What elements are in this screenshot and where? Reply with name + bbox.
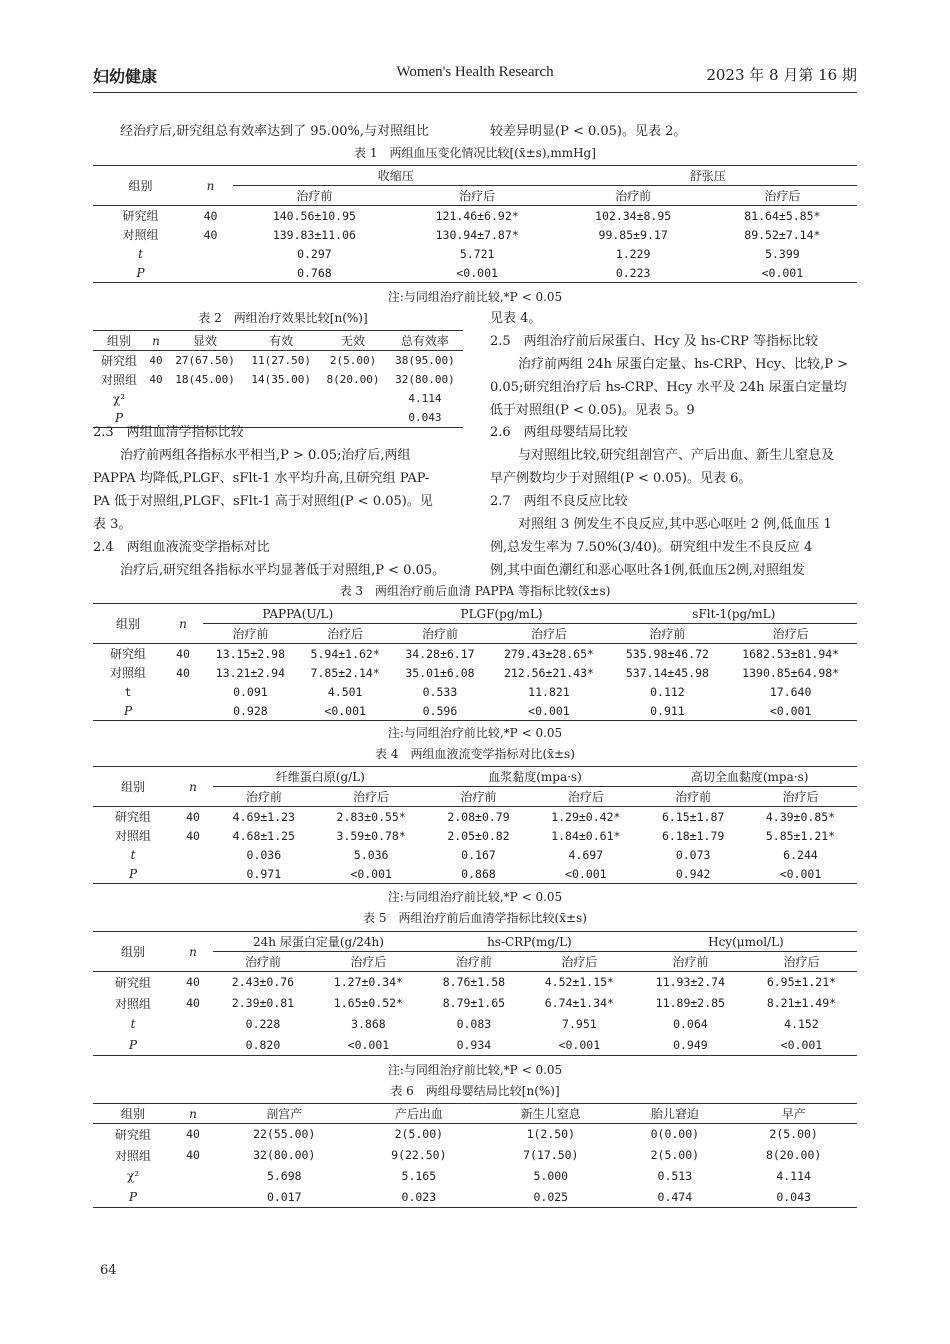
table4-cell: 2.05±0.82 [447,828,510,843]
table2-cell: 40 [149,373,163,386]
table5-cell: 研究组 [114,975,151,990]
section-2-3-title: 2.3 两组血清学指标比较 [93,425,244,440]
table6-cell: 0.474 [657,1189,693,1204]
table3-cell: 35.01±6.08 [405,665,475,680]
table1-cell [188,244,233,263]
table3-cell: 40 [176,646,190,661]
table6-cell [173,1187,213,1208]
table6-cell: 5.165 [401,1169,437,1183]
table6-cell: 0.513 [657,1169,693,1183]
table2-cell: 2(5.00) [329,354,377,367]
table3-cell: 对照组 [109,666,146,680]
table4-cell: t [130,847,136,862]
table3-h-before: 治疗前 [203,624,298,644]
table4-cell: 0.971 [246,866,282,881]
table2-caption: 表 2 两组治疗效果比较[n(%)] [198,311,368,325]
table5-cell: 0.949 [673,1037,708,1052]
table5-cell: 40 [186,996,200,1010]
table1-cell: 139.83±11.06 [272,227,356,242]
table4-h-before: 治疗前 [642,787,744,807]
table4-cell [173,845,213,864]
table5-group-header: 24h 尿蛋白定量(g/24h) [213,932,424,952]
table4-cell: 5.85±1.21* [765,828,836,843]
table3-group-header: PAPPA(U/L) [203,604,393,624]
table6-header: 产后出血 [394,1107,443,1121]
table5-cell: 0.228 [245,1017,281,1031]
section-2-7-title: 2.7 两组不良反应比较 [490,494,628,509]
table2-cell: 32(80.00) [395,373,455,386]
table1-h-after: 治疗后 [708,186,857,206]
table6-cell: 5.698 [266,1169,302,1183]
table6-caption: 表 6 两组母婴结局比较[n(%)] [390,1084,560,1098]
table3-cell: 0.533 [422,684,458,699]
table4-h-n: n [173,767,213,807]
table5-h-n: n [173,932,213,972]
table5-h-before: 治疗前 [635,952,746,972]
table5-cell: 8.21±1.49* [766,996,837,1010]
table4-cell: 4.68±1.25 [232,828,295,843]
section-2-6-line1: 与对照组比较,研究组剖宫产、产后出血、新生儿窒息及 [518,448,835,463]
table2-cell: 4.114 [408,392,442,405]
table5-cell: <0.001 [558,1037,601,1052]
table4-cell: 6.18±1.79 [661,828,725,843]
table3-cell [163,701,203,721]
table6-cell: 1(2.50) [526,1127,576,1142]
table2-header: 显效 [193,334,218,348]
table6-cell: 0.023 [401,1189,437,1204]
table4-group-header: 纤维蛋白原(g/L) [213,767,428,787]
table4 [93,766,857,884]
table2-cell [167,389,243,408]
table1-cell: 5.399 [765,246,800,261]
table2-cell [145,389,167,408]
table3-cell: 212.56±21.43* [503,665,594,680]
table3-cell: 4.501 [327,684,363,699]
table3-h-before: 治疗前 [611,624,725,644]
table4-cell: 0.073 [675,847,711,862]
table6-cell: 对照组 [114,1148,151,1163]
table1-cell: t [138,246,143,261]
table3-cell: <0.001 [528,703,570,718]
table2-header: 无效 [341,334,366,348]
table4-cell: <0.001 [779,866,822,881]
table2-cell: 27(67.50) [175,354,235,367]
table5-cell: 40 [186,975,200,990]
table4-caption: 表 4 两组血液流变学指标对比(x̄±s) [375,747,575,761]
table3 [93,603,857,721]
table3-cell: 0.091 [233,684,268,699]
table2 [93,330,463,428]
table3-cell: 34.28±6.17 [405,646,475,661]
table6-cell: 0.025 [533,1189,569,1204]
table1-h-before: 治疗前 [233,186,396,206]
section-2-5-line1: 治疗前两组 24h 尿蛋白定量、hs-CRP、Hcy、比较,P > [518,357,848,372]
table3-cell: 研究组 [109,647,146,661]
table4-cell: P [128,866,138,881]
table6-cell: P [128,1189,138,1204]
section-2-7-line3: 例,其中面色潮红和恶心呕吐各1例,低血压2例,对照组发 [490,563,805,578]
table3-cell: 40 [176,665,190,680]
table2-cell [243,389,319,408]
table4-cell: 1.84±0.61* [551,828,621,843]
section-2-6-line2: 早产例数均少于对照组(P < 0.05)。见表 6。 [490,471,752,486]
table4-cell: 4.697 [568,847,604,862]
table6-cell: 0(0.00) [650,1127,700,1142]
table5-group-header: Hcy(μmol/L) [635,932,857,952]
table6-cell: 5.000 [533,1169,569,1183]
table6-cell: 9(22.50) [391,1148,447,1162]
table2-cell: 18(45.00) [175,373,235,386]
table1-cell: 140.56±10.95 [272,208,356,223]
table5-cell: <0.001 [347,1037,390,1052]
table5-cell: 8.79±1.65 [442,996,506,1010]
table3-note: 注:与同组治疗前比较,*P < 0.05 [387,726,563,740]
table5-cell: 3.868 [351,1017,386,1031]
table3-cell: t [124,684,132,699]
table6-header: 早产 [781,1107,806,1121]
table1-h-before: 治疗前 [559,186,708,206]
table1-h-n: n [188,166,233,206]
table5-cell [173,1014,213,1035]
table4-cell: 2.08±0.79 [447,809,510,824]
table3-cell: 7.85±2.14* [310,665,380,680]
table4-cell: 0.036 [246,847,282,862]
table1-cell: 40 [203,227,218,242]
header-rule [93,92,857,93]
table6-cell: 8(20.00) [765,1148,822,1162]
table3-cell: 1390.85±64.98* [742,665,840,680]
table5-cell: 0.083 [456,1017,492,1031]
table6-cell: 4.114 [776,1169,811,1183]
table2-cell: 8(20.00) [326,373,380,386]
table6-cell: 22(55.00) [253,1127,316,1142]
table1-h-after: 治疗后 [396,186,559,206]
table3-group-header: PLGF(pg/mL) [393,604,611,624]
table3-cell: 17.640 [769,684,812,699]
table6-cell: 32(80.00) [253,1148,316,1162]
table2-header: 总有效率 [400,334,449,348]
table1-cell: 0.768 [297,265,332,280]
table1-caption: 表 1 两组血压变化情况比较[(x̄±s),mmHg] [354,146,596,160]
table5-cell [173,1035,213,1056]
table4-h-before: 治疗前 [213,787,315,807]
table1-cell: 0.297 [297,246,332,261]
section-2-3-line3: PA 低于对照组,PLGF、sFlt-1 高于对照组(P < 0.05)。见 [93,494,433,509]
section-2-7-line1: 对照组 3 例发生不良反应,其中恶心呕吐 2 例,低血压 1 [518,517,832,532]
table4-cell: 6.15±1.87 [661,809,725,824]
table2-cell [319,408,387,428]
journal-title-cn: 妇幼健康 [93,67,158,86]
table5-cell: 11.89±2.85 [655,996,726,1010]
table1-cell: 99.85±9.17 [598,227,668,242]
right-see-table4: 见表 4。 [490,311,542,326]
section-2-5-line2: 0.05;研究组治疗后 hs-CRP、Hcy 水平及 24h 尿蛋白定量均 [490,380,847,395]
table4-cell: 6.244 [783,847,818,862]
table5-cell: 0.064 [673,1017,708,1031]
table4-cell: 1.29±0.42* [551,809,621,824]
table3-h-after: 治疗后 [487,624,610,644]
intro-right: 较差异明显(P < 0.05)。见表 2。 [490,124,687,139]
table5-cell: 2.43±0.76 [231,975,295,990]
table5-cell: 6.74±1.34* [544,996,614,1010]
table6-cell: 2(5.00) [394,1127,444,1142]
table2-cell: 0.043 [408,411,442,424]
table3-cell: 11.821 [528,684,570,699]
table5-cell: P [128,1037,138,1052]
table2-cell: χ² [112,391,126,406]
table6-header: 胎儿窘迫 [650,1107,699,1121]
table5-group-header: hs-CRP(mg/L) [424,932,635,952]
table6-cell: 7(17.50) [523,1148,579,1162]
table5-cell: 4.52±1.15* [544,975,614,990]
table3-cell: 1682.53±81.94* [742,646,840,661]
table4-h-after: 治疗后 [315,787,428,807]
section-2-4-title: 2.4 两组血液流变学指标对比 [93,540,270,555]
table1-h-dbp: 舒张压 [559,166,857,186]
table4-cell: <0.001 [350,866,392,881]
table6-header: n [189,1106,197,1121]
table3-cell: 0.596 [422,703,458,718]
table5-h-after: 治疗后 [524,952,635,972]
table4-h-after: 治疗后 [744,787,857,807]
table2-header: 组别 [106,334,131,348]
section-2-3-line2: PAPPA 均降低,PLGF、sFlt-1 水平均升高,且研究组 PAP- [93,471,430,486]
table3-cell [163,682,203,701]
table1-cell: 89.52±7.14* [744,227,821,242]
table1-cell: 102.34±8.95 [595,208,672,223]
table3-cell: 13.21±2.94 [215,665,286,680]
table6-cell: 研究组 [114,1127,151,1142]
table4-cell: 0.942 [675,866,711,881]
table3-h-after: 治疗后 [724,624,857,644]
table4-h-before: 治疗前 [428,787,530,807]
table3-cell: <0.001 [324,703,366,718]
journal-title-en: Women's Health Research [396,64,554,80]
table2-cell: 研究组 [100,354,137,368]
table3-cell: 5.94±1.62* [310,646,380,661]
table4-h-after: 治疗后 [529,787,642,807]
table6-header: 组别 [120,1107,145,1121]
table5-cell: 1.65±0.52* [333,996,404,1010]
table6-cell [173,1166,213,1187]
table5-cell: 对照组 [114,996,151,1011]
table2-cell [243,408,319,428]
table5-cell: 6.95±1.21* [766,975,837,990]
table1-cell: <0.001 [761,265,804,280]
table1-h-sbp: 收缩压 [233,166,559,186]
table5-cell: 0.934 [456,1037,492,1052]
table1 [93,165,857,283]
table4-cell: <0.001 [565,866,607,881]
table5-cell: 11.93±2.74 [655,975,726,990]
table3-group-header: sFlt-1(pg/mL) [611,604,857,624]
table5-cell: 0.820 [245,1037,281,1052]
table5-caption: 表 5 两组治疗前后血清学指标比较(x̄±s) [363,911,587,925]
table3-cell: 0.112 [650,684,685,699]
table2-cell: 14(35.00) [251,373,311,386]
table5-cell: 1.27±0.34* [333,975,404,990]
table3-cell: 13.15±2.98 [215,646,286,661]
table3-cell: 0.928 [233,703,268,718]
section-2-4-line1: 治疗后,研究组各指标水平均显著低于对照组,P < 0.05。 [120,563,446,578]
table1-note: 注:与同组治疗前比较,*P < 0.05 [387,290,563,304]
table4-cell: 0.167 [461,847,496,862]
table1-cell: 130.94±7.87* [435,227,519,242]
table5-cell: 7.951 [562,1017,597,1031]
section-2-3-line4: 表 3。 [93,517,132,532]
table3-cell: 535.98±46.72 [625,646,709,661]
section-2-5-title: 2.5 两组治疗前后尿蛋白、Hcy 及 hs-CRP 等指标比较 [490,334,818,349]
table2-cell [319,389,387,408]
table1-cell: 对照组 [122,228,159,242]
table5-h-after: 治疗后 [746,952,857,972]
table6-cell: 0.017 [266,1189,302,1204]
table4-cell: 5.036 [353,847,389,862]
table3-cell: <0.001 [769,703,812,718]
table6-header: 剖宫产 [266,1107,303,1121]
table1-cell: 5.721 [459,246,495,261]
table5-cell: 8.76±1.58 [442,975,506,990]
table4-cell: 40 [186,809,200,824]
table2-header: n [152,333,160,348]
section-2-5-line3: 低于对照组(P < 0.05)。见表 5。9 [490,403,695,418]
section-2-6-title: 2.6 两组母婴结局比较 [490,425,628,440]
table6-cell: 2(5.00) [769,1127,818,1142]
table1-cell: 0.223 [615,265,651,280]
table6-cell: 2(5.00) [650,1148,700,1162]
table6-cell: 40 [186,1127,200,1142]
table6 [93,1103,857,1208]
table3-h-group: 组别 [93,604,163,644]
table1-h-group: 组别 [93,166,188,206]
table2-cell: P [114,410,124,425]
table2-cell: 38(95.00) [395,354,455,367]
table4-cell: 2.83±0.55* [336,809,406,824]
table4-note: 注:与同组治疗前比较,*P < 0.05 [387,890,563,904]
section-2-3-line1: 治疗前两组各指标水平相当,P > 0.05;治疗后,两组 [120,448,411,463]
table3-cell: 0.911 [650,703,685,718]
table3-cell: P [123,703,133,718]
table4-cell: 40 [186,828,200,843]
table4-group-header: 高切全血黏度(mpa·s) [642,767,857,787]
table5-h-group: 组别 [93,932,173,972]
table4-cell: 3.59±0.78* [336,828,406,843]
page-number: 64 [100,1263,117,1278]
table6-cell: 40 [186,1148,200,1162]
table1-cell: P [136,265,145,280]
table4-cell [173,864,213,884]
table1-cell: <0.001 [456,265,498,280]
table3-cell: 537.14±45.98 [625,665,709,680]
table4-h-group: 组别 [93,767,173,807]
table1-cell: 1.229 [615,246,651,261]
table5 [93,931,857,1056]
table1-cell [188,263,233,283]
table5-cell: t [130,1017,136,1031]
table4-cell: 研究组 [114,810,151,824]
table3-caption: 表 3 两组治疗前后血清 PAPPA 等指标比较(x̄±s) [339,584,611,598]
table2-cell: 11(27.50) [251,354,311,367]
table5-h-after: 治疗后 [313,952,424,972]
table2-cell: 对照组 [100,373,137,387]
table6-header: 新生儿窒息 [520,1107,581,1121]
table3-h-after: 治疗后 [298,624,393,644]
table5-cell: 2.39±0.81 [231,996,295,1010]
table4-cell: 4.39±0.85* [765,809,836,824]
table1-cell: 121.46±6.92* [435,208,519,223]
table6-cell: 0.043 [776,1189,811,1204]
section-2-7-line2: 例,总发生率为 7.50%(3/40)。研究组中发生不良反应 4 [490,540,813,555]
table4-cell: 对照组 [114,829,151,843]
table5-h-before: 治疗前 [213,952,313,972]
table1-cell: 40 [203,208,218,223]
table5-cell: 4.152 [784,1017,819,1031]
table2-header: 有效 [269,334,294,348]
table5-h-before: 治疗前 [424,952,524,972]
intro-left: 经治疗后,研究组总有效率达到了 95.00%,与对照组比 [120,124,429,139]
table1-cell: 研究组 [122,209,159,223]
table5-cell: <0.001 [780,1037,823,1052]
table6-cell: χ² [126,1169,140,1183]
table3-h-n: n [163,604,203,644]
table5-note: 注:与同组治疗前比较,*P < 0.05 [387,1063,563,1077]
table4-cell: 0.868 [461,866,496,881]
table3-cell: 279.43±28.65* [503,646,594,661]
issue-info: 2023 年 8 月第 16 期 [706,66,857,84]
table3-h-before: 治疗前 [393,624,488,644]
table2-cell: 40 [149,354,163,367]
table4-cell: 4.69±1.23 [232,809,295,824]
running-header [93,60,857,88]
table4-group-header: 血浆黏度(mpa·s) [428,767,643,787]
table1-cell: 81.64±5.85* [744,208,821,223]
